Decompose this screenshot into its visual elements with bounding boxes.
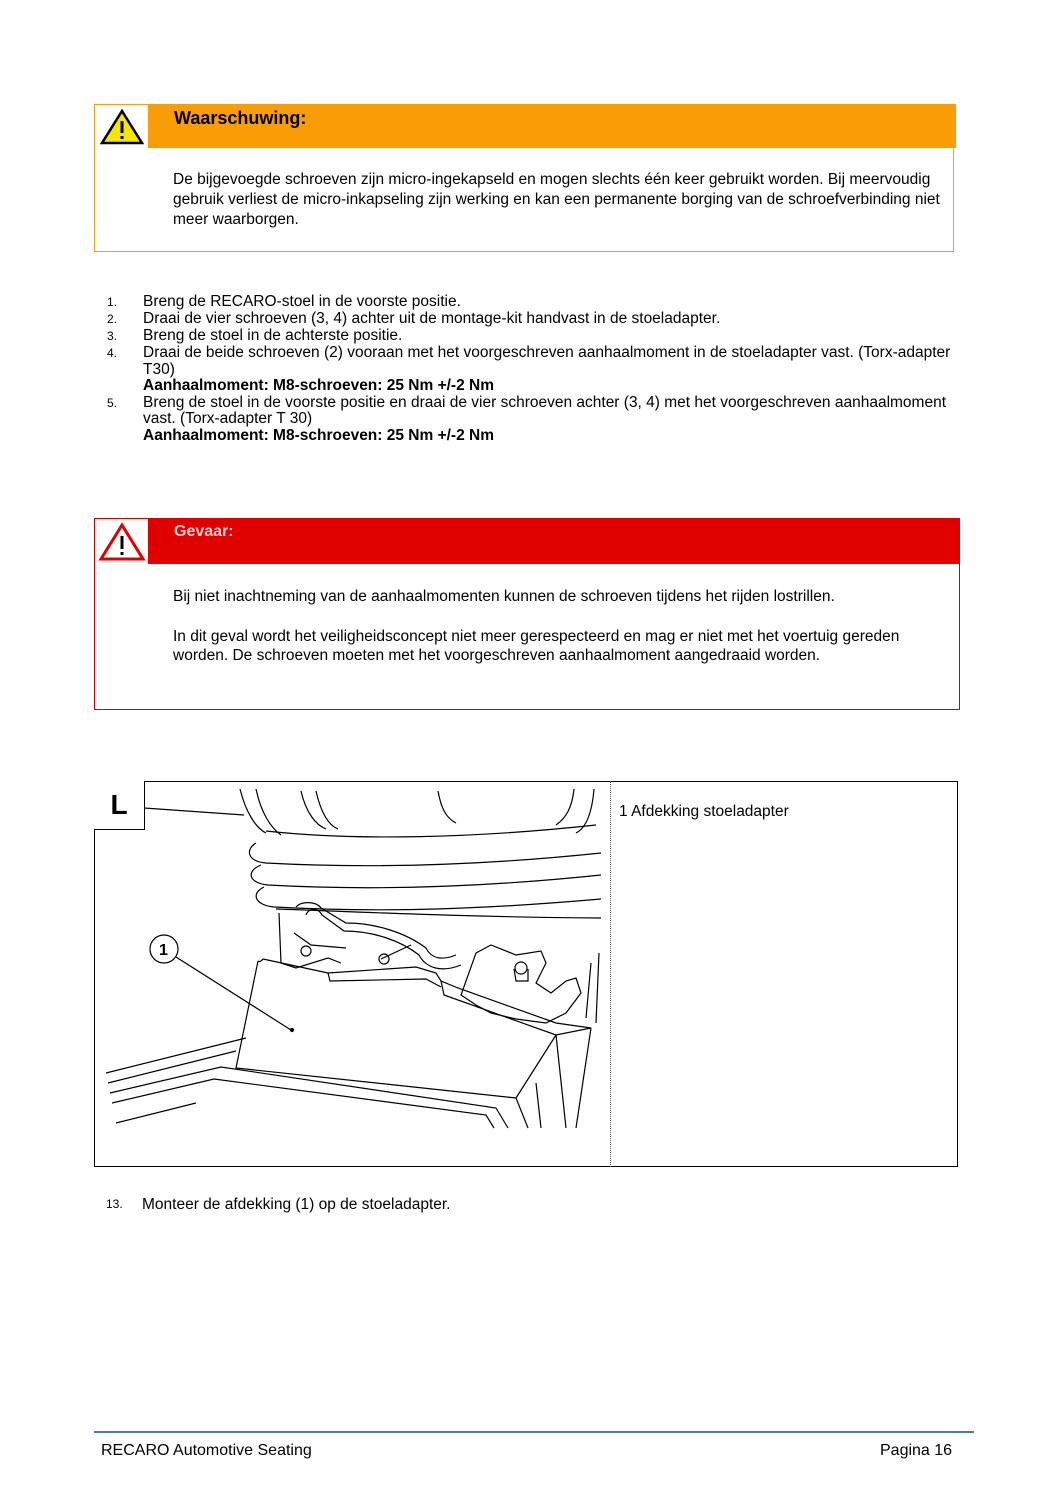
seat-adapter-illustration (96, 783, 608, 1165)
danger-header (148, 518, 960, 564)
warning-triangle-icon (95, 105, 149, 149)
footer-rule (94, 1431, 974, 1433)
step-number: 2. (107, 312, 118, 326)
step-number: 1. (107, 295, 118, 309)
step-number: 5. (107, 395, 118, 410)
torque-spec: Aanhaalmoment: M8-schroeven: 25 Nm +/-2 Nm (143, 426, 494, 444)
danger-icon-cell (94, 518, 148, 564)
danger-text: Bij niet inachtneming van de aanhaalmomenten kunnen de schroeven tijdens het rijden lostrillen. (173, 588, 835, 605)
list-item (100, 345, 970, 395)
danger-title: Gevaar: (174, 523, 234, 540)
danger-text: In dit geval wordt het veiligheidsconcept niet meer gerespecteerd en mag er niet met het voertuig gereden worden. De schroeven moeten met het voorgeschreven aanhaalmoment aangedraaid worden. (173, 628, 900, 664)
step-text: Breng de stoel in de achterste positie. (143, 327, 403, 344)
danger-triangle-icon (95, 519, 149, 565)
footer-company: RECARO Automotive Seating (101, 1442, 312, 1459)
step-text: Draai de beide schroeven (2) vooraan met het voorgeschreven aanhaalmoment in de stoeladapter vast. (Torx-adapter T30) (143, 344, 951, 378)
list-item (100, 311, 970, 328)
figure-divider (610, 781, 611, 1167)
step-number: 13. (106, 1197, 123, 1211)
step-text: Breng de stoel in de voorste positie en draai de vier schroeven achter (3, 4) met het voorgeschreven aanhaalmoment vast. (Torx-adapter T 30) (143, 393, 947, 427)
list-item (106, 1196, 450, 1214)
page-number: Pagina 16 (880, 1442, 953, 1459)
list-item (100, 294, 970, 311)
figure-legend: 1 Afdekking stoeladapter (619, 803, 789, 820)
step-number: 3. (107, 329, 118, 343)
list-item (100, 395, 970, 445)
callout-number: 1 (159, 942, 168, 959)
warning-title: Waarschuwing: (174, 108, 307, 128)
figure-tag: L (94, 781, 145, 830)
warning-icon-cell (94, 104, 148, 148)
steps-list (100, 294, 970, 444)
step-text: Monteer de afdekking (1) op de stoeladapter. (142, 1196, 451, 1213)
step-number: 4. (107, 346, 118, 360)
step-text: Breng de RECARO-stoel in de voorste positie. (143, 293, 461, 310)
step-text: Draai de vier schroeven (3, 4) achter uit de montage-kit handvast in de stoeladapter. (143, 310, 721, 327)
list-item (100, 328, 970, 345)
warning-text: De bijgevoegde schroeven zijn micro-ingekapseld en mogen slechts één keer gebruikt worden. Bij meervoudig gebruik verliest de micro-inkapseling zijn werking en kan een permanente borging van de schroefverbinding niet meer waarborgen. (173, 171, 940, 228)
torque-spec: Aanhaalmoment: M8-schroeven: 25 Nm +/-2 Nm (143, 377, 494, 394)
